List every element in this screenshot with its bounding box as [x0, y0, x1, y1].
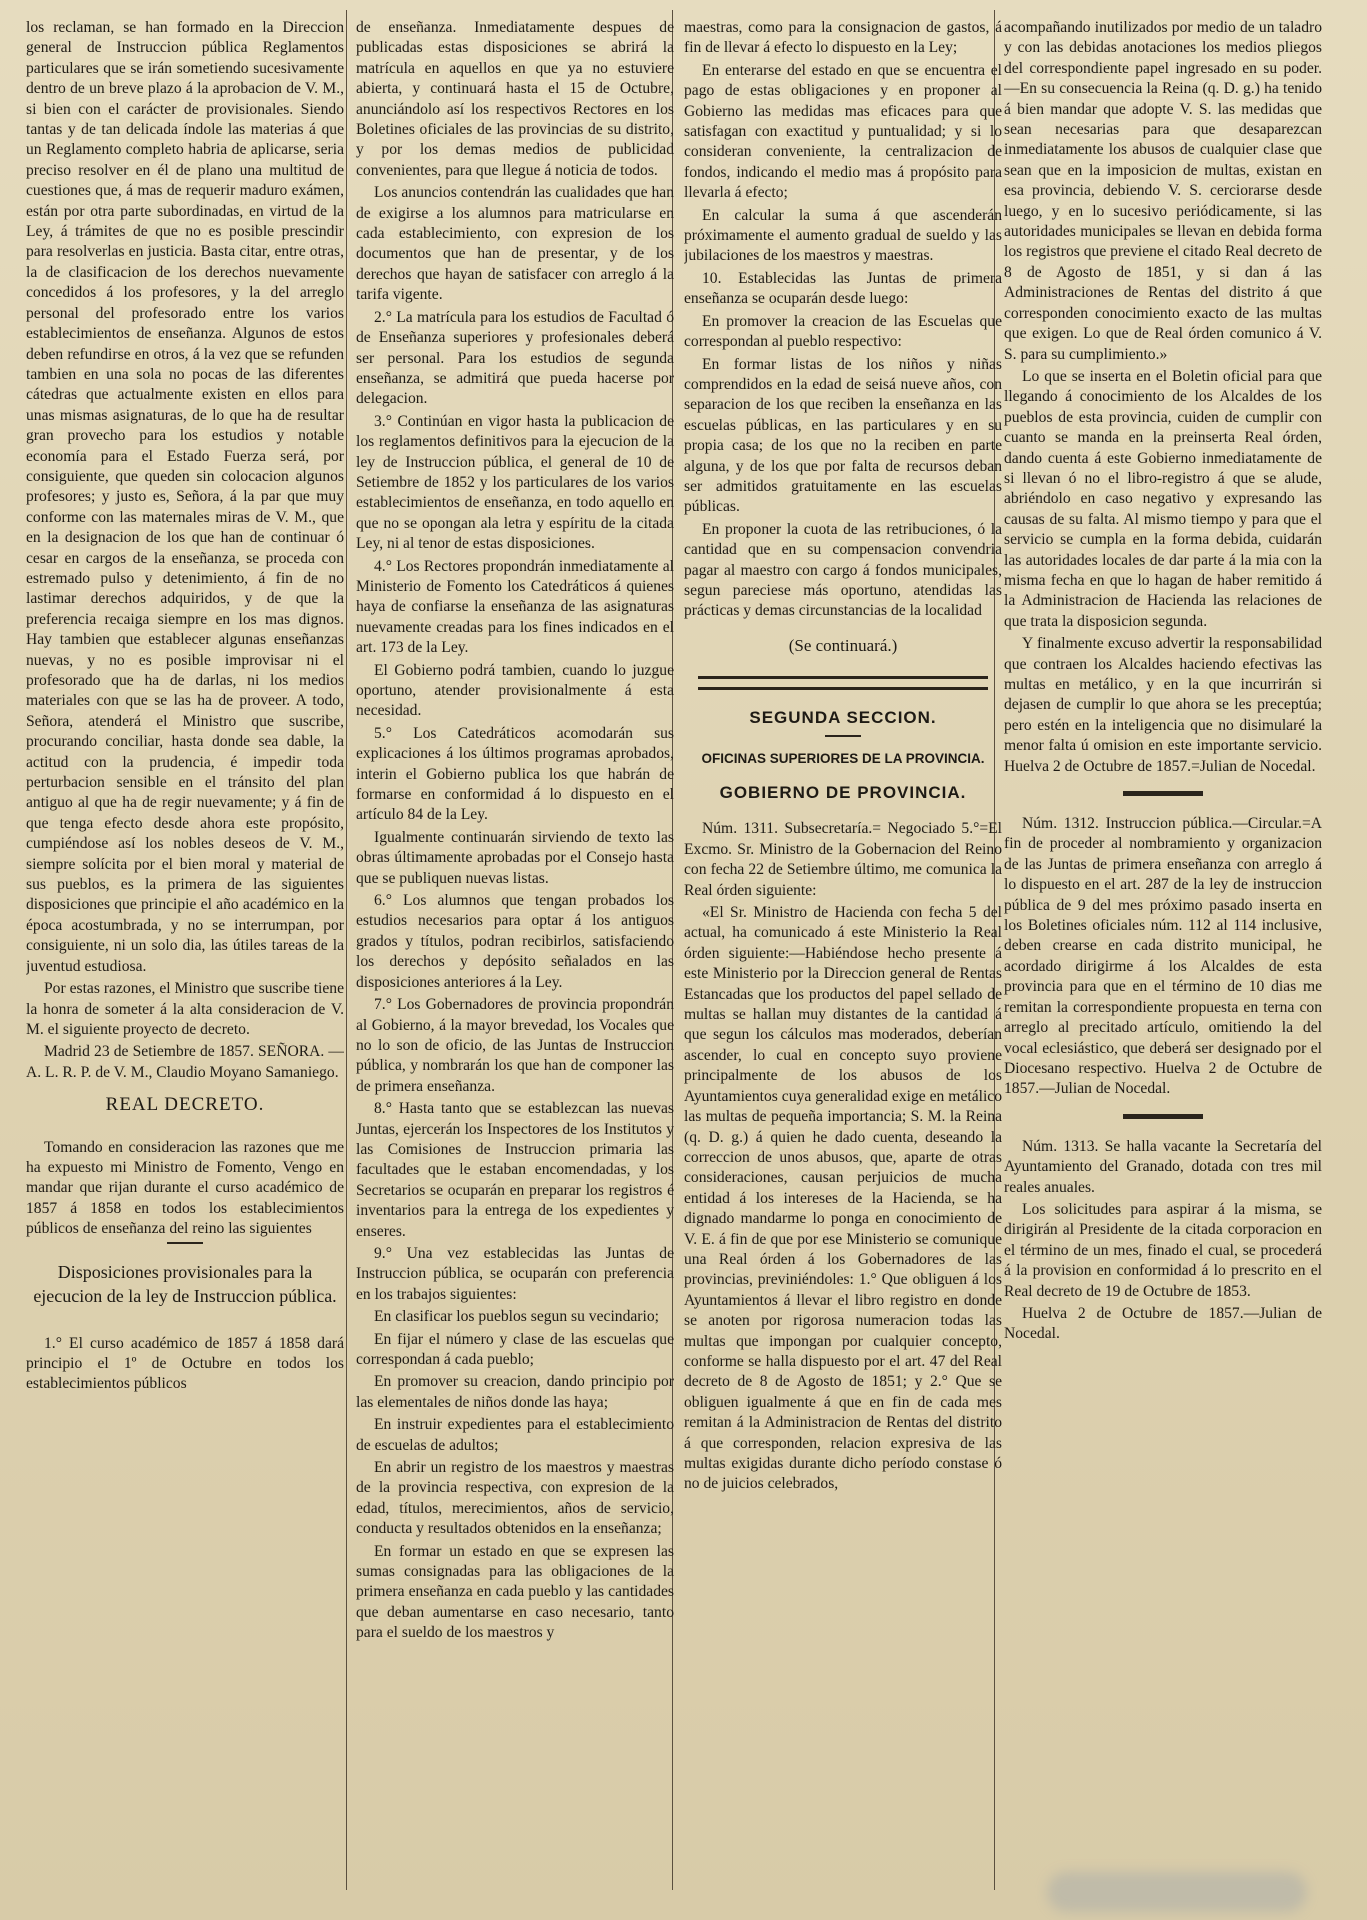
paragraph: Lo que se inserta en el Boletin oficial para que llegando á conocimiento de los Alcaldes de los pueblos de esta provincia, cuiden de cumplir con cuanto se manda en la preinserta Real órden, dando cuenta á este Gobierno inmediatamente de si llevan ó no el libro-registro á que se alude, abriéndolo en caso negativo y expresando las causas de su falta. Al mismo tiempo y para que el servicio se cumpla en la forma debida, cuidarán las autoridades locales de dar parte á la mia con la misma fecha en que lo hagan de haber remitido á la Administracion de Hacienda las relaciones de que trata la disposicion segunda. [1004, 367, 1322, 630]
list-item: En clasificar los pueblos segun su vecindario; [374, 1308, 659, 1326]
article: 6.° Los alumnos que tengan probados los estudios necesarios para optar á los antiguos grados y títulos, podran recibirlos, satisfaciendo los derechos y depósito señalados en las disposiciones anteriores á la Ley. [356, 892, 674, 991]
paragraph: los reclaman, se han formado en la Direccion general de Instruccion pública Reglamentos particulares que se irán sometiendo sucesivamente dentro de un breve plazo á la aprobacion de V. M., si bien con el carácter de provisionales. Siendo tantas y de tan delicada índole las materias á que un Reglamento completo habria de aplicarse, seria preciso resolver en él de plano una multitud de cuestiones que, á mas de requerir maduro exámen, están por otra parte subordinadas, en virtud de la Ley, á trámites de que no es posible prescindir para resolverlas en justicia. Basta citar, entre otras, la de clasificacion de los derechos nuevamente concedidos á los profesores, y la del arreglo personal del profesorado entre los varios establecimientos de enseñanza. Algunos de estos deben refundirse en otros, á la vez que se refunden tambien en una sola no pocas de las diferentes cátedras que actualmente existen en ellos para unas mismas asignaturas, de lo que ha de resultar gran provecho para los estudios y notable economía para el Estado Fuerza será, por consiguiente, que queden sin colocacion algunos profesores; y justo es, Señora, á la par que muy conforme con las maternales miras de V. M., que en la designacion de los que han de continuar ó cesar en cargos de la enseñanza, se proceda con estremado pulso y detenimiento, á fin de no lastimar derechos adquiridos, y de que la preferencia recaiga siempre en los mas dignos. Hay tambien que establecer algunas enseñanzas nuevas, y no es posible improvisar ni el profesorado que ha de darlas, ni los medios materiales con que se las ha de proveer. A todo, Señora, atenderá el Ministro que suscribe, procurando conciliar, hasta donde sea dable, la actitud con la prudencia, é impedir toda perturbacion sensible en el tránsito del plan antiguo al que ha de regir nuevamente; y á fin de que tenga efecto desde ahora este propósito, cumpiéndose así los nobles deseos de V. M., siempre solícita por el bien moral y material de sus pueblos, es la primera de las siguientes disposiciones que principie el año académico en la época acostumbrada, y no se interrumpan, por consiguiente, ni un solo dia, las útiles tareas de la juventud estudiosa. [26, 19, 344, 975]
article: 5.° Los Catedráticos acomodarán sus explicaciones á los últimos programas aprobados, interin el Gobierno publica los que habrán de formarse en conformidad á lo dispuesto en el artículo 84 de la Ley. [356, 724, 674, 824]
list-item: En enterarse del estado en que se encuentra el pago de estas obligaciones y en proponer al Gobierno las medidas mas eficaces para que satisfagan con exactitud y puntualidad; y si lo consideran conveniente, la centralizacion de fondos, indicando el medio mas á propósito para llevarla á efecto; [684, 61, 1002, 202]
column-1 [26, 18, 344, 1908]
article: 3.° Continúan en vigor hasta la publicacion de los reglamentos definitivos para la ejecucion de la ley de Instruccion pública, el general de 10 de Setiembre de 1852 y los particulares de los varios establecimientos de enseñanza, en todo aquello en que no se opongan ala letra y espíritu de la citada Ley, ni al tenor de estas disposiciones. [356, 412, 674, 553]
list-item: En abrir un registro de los maestros y maestras de la provincia respectiva, con expresion de la edad, títulos, merecimientos, años de servicio, conducta y resultados obtenidos en la enseñanza; [356, 1459, 674, 1538]
divider [825, 735, 861, 737]
paragraph: El Gobierno podrá tambien, cuando lo juzgue oportuno, atender provisionalmente á esta necesidad. [356, 661, 674, 720]
divider [1123, 1114, 1203, 1119]
list-item: En fijar el número y clase de las escuelas que correspondan á cada pueblo; [356, 1330, 674, 1368]
government-title: GOBIERNO DE PROVINCIA. [719, 783, 967, 802]
continuation-note: (Se continuará.) [788, 635, 898, 655]
divider [1123, 791, 1203, 796]
paragraph: Igualmente continuarán sirviendo de texto las obras últimamente aprobadas por el Consejo hasta que se publiquen nuevas listas. [356, 828, 674, 887]
column-rule [346, 10, 347, 1890]
archive-stamp-smudge [1047, 1872, 1307, 1912]
paragraph: Tomando en consideracion las razones que me ha expuesto mi Ministro de Fomento, Vengo en mandar que rijan durante el curso académico de 1857 á 1858 en todos los establecimientos públicos de enseñanza del reino las siguientes [26, 1138, 344, 1238]
notice-1313: Núm. 1313. Se halla vacante la Secretaría del Ayuntamiento del Granado, dotada con tres mil reales anuales. [1004, 1137, 1322, 1196]
list-item: En formar un estado en que se expresen las sumas consignadas para las obligaciones de la primera enseñanza en cada pueblo y las cantidades que deban aumentarse en caso necesario, tanto para el sueldo de los maestros y [356, 1542, 674, 1642]
divider [698, 676, 988, 690]
paragraph: Los anuncios contendrán las cualidades que han de exigirse a los alumnos para matricularse en cada establecimiento, con expresion de los documentos que han de presentar, y de los derechos que hayan de satisfacer con arreglo á la tarifa vigente. [356, 184, 674, 304]
signature: Madrid 23 de Setiembre de 1857. SEÑORA. — A. L. R. P. de V. M., Claudio Moyano Samaniego. [26, 1043, 344, 1081]
paragraph: de enseñanza. Inmediatamente despues de publicadas estas disposiciones se abrirá la matrícula en aquellos en que ya no estuviere abierta, y continuará hasta el 15 de Octubre, anunciándolo así los respectivos Rectores en los Boletines oficiales de las provincias de su distrito, y por los demas medios de publicidad convenientes, para que llegue á noticia de todos. [356, 19, 674, 179]
notice-1312: Núm. 1312. Instruccion pública.—Circular.=A fin de proceder al nombramiento y organizacion de las Juntas de primera enseñanza con arreglo á lo dispuesto en el art. 287 de la ley de instruccion pública de 9 del mes próximo pasado inserta en los Boletines oficiales núm. 112 al 114 inclusive, deben crearse en cada distrito municipal, he acordado dirigirme á los Alcaldes de esta provincia para que en el término de 10 dias me remitan la correspondiente propuesta en terna con arreglo al precitado artículo, omitiendo la del vocal eclesiástico, que deberá ser designado por el Diocesano respectivo. Huelva 2 de Octubre de 1857.—Julian de Nocedal. [1004, 815, 1322, 1098]
column-3 [684, 18, 1002, 1908]
column-2 [356, 18, 674, 1908]
article: 7.° Los Gobernadores de provincia propondrán al Gobierno, á la mayor brevedad, los Vocales que no lo son de oficio, de las Juntas de Instruccion pública, y nombrarán los que han de componer las de primera enseñanza. [356, 996, 674, 1095]
royal-order: «El Sr. Ministro de Hacienda con fecha 5 del actual, ha comunicado á este Ministerio la Real órden siguiente:—Habiéndose hecho presente á este Ministerio por la Direccion general de Rentas Estancadas que los productos del papel sellado de multas se hallan muy distantes de la cantidad á que segun los cálculos mas moderados, deberían ascender, lo cual en concepto suyo proviene principalmente de los abusos de los Ayuntamientos cuya generalidad exige en metálico las multas de pequeña importancia; S. M. la Reina (q. D. g.) á quien he dado cuenta, deseando la correccion de unos abusos, que, aparte de otras consideraciones, causan perjuicios de mucha entidad á los intereses de la Hacienda, se ha dignado mandarme lo ponga en conocimiento de V. E. á fin de que por ese Ministerio se comunique una Real órden á los Gobernadores de las provincias, previniéndoles: 1.° Que obliguen á los Ayuntamientos á llevar el libro registro en donde se anoten por rigorosa numeracion todas las multas que impongan por cualquier concepto, conforme se halla dispuesto por el art. 47 del Real decreto de 8 de Agosto de 1851; y 2.° Que se obliguen igualmente á que en fin de cada mes remitan á la Administracion de Rentas del distrito á que corresponden, relacion expresiva de las multas exigidas durante dicho período constase ó no de juicios celebrados, [684, 904, 1002, 1493]
list-item: maestras, como para la consignacion de gastos, á fin de llevar á efecto lo dispuesto en la Ley; [684, 19, 1002, 57]
section-title: SEGUNDA SECCION. [749, 708, 937, 728]
divider [167, 1242, 203, 1244]
article: 4.° Los Rectores propondrán inmediatamente al Ministerio de Fomento los Catedráticos á quienes haya de confiarse la enseñanza de las asignaturas nuevamente creadas para los fines indicados en el art. 173 de la Ley. [356, 557, 674, 657]
list-item: En calcular la suma á que ascenderán próximamente el aumento gradual de sueldo y las jubilaciones de los maestros y maestras. [684, 206, 1002, 265]
list-item: En proponer la cuota de las retribuciones, ó la cantidad que en su compensacion convendria pagar al maestro con cargo á fondos municipales, segun pareciese más oportuno, atendidas las prácticas y demas circunstancias de la localidad [684, 520, 1002, 620]
list-item: En promover su creacion, dando principio por las elementales de niños donde las haya; [356, 1373, 674, 1411]
notice-1311: Núm. 1311. Subsecretaría.= Negociado 5.°=El Excmo. Sr. Ministro de la Gobernacion del Reino con fecha 22 de Setiembre último, me comunica la Real órden siguiente: [684, 820, 1002, 899]
decree-heading: REAL DECRETO. [105, 1094, 265, 1116]
paragraph: acompañando inutilizados por medio de un taladro y con las debidas anotaciones los medios pliegos del correspondiente papel ingresado en su poder.—En su consecuencia la Reina (q. D. g.) ha tenido á bien mandar que adopte V. S. las medidas que sean necesarias para que desaparezcan inmediatamente los abusos de cualquier clase que sean que en la imposicion de multas, existan en esa provincia, debiendo V. S. cerciorarse desde luego, y en lo sucesivo periódicamente, si las autoridades municipales se llevan en debida forma los registros que previene el citado Real decreto de 8 de Agosto de 1851, y si dan á las Administraciones de Rentas del distrito á que corresponden conocimiento exacto de las multas que exigen. Lo que de Real órden comunico á V. S. para su cumplimiento.» [1004, 19, 1322, 363]
list-item: En formar listas de los niños y niñas comprendidos en la edad de seisá nueve años, con separacion de los que reciben la enseñanza en las escuelas públicas, en las particulares y en su propia casa; de los que no la reciben en parte alguna, y de los que por falta de recursos deban ser admitidos gratuitamente en las escuelas públicas. [684, 355, 1002, 516]
article: 9.° Una vez establecidas las Juntas de Instruccion pública, se ocuparán con preferencia en los trabajos siguientes: [356, 1244, 674, 1303]
column-4 [1004, 18, 1322, 1908]
paragraph: Los solicitudes para aspirar á la misma, se dirigirán al Presidente de la citada corporacion en el término de un mes, finado el cual, se procederá á la provision en conformidad á lo prescrito en el Real decreto de 19 de Octubre de 1853. [1004, 1200, 1322, 1300]
dispositions-heading: Disposiciones provisionales para la ejecucion de la ley de Instruccion pública. [33, 1261, 337, 1306]
article: 1.° El curso académico de 1857 á 1858 dará principio el 1º de Octubre en todos los establecimientos públicos [26, 1334, 344, 1393]
list-item: En promover la creacion de las Escuelas que correspondan al pueblo respectivo: [684, 312, 1002, 351]
paragraph: Por estas razones, el Ministro que suscribe tiene la honra de someter á la alta consideracion de V. M. el siguiente proyecto de decreto. [26, 980, 344, 1038]
article: 10. Establecidas las Juntas de primera enseñanza se ocuparán desde luego: [684, 269, 1002, 308]
paragraph: Y finalmente excuso advertir la responsabilidad que contraen los Alcaldes haciendo efectivas las multas en metálico, y en la que incurrirán si dejasen de cumplir lo que ahora se les preceptúa; pero estén en la inteligencia que no disimularé la menor falta ú omision en este importante servicio. Huelva 2 de Octubre de 1857.=Julian de Nocedal. [1004, 635, 1322, 775]
signature: Huelva 2 de Octubre de 1857.—Julian de Nocedal. [1004, 1304, 1322, 1343]
article: 2.° La matrícula para los estudios de Facultad ó de Enseñanza superiores y profesionales deberá ser personal. Para los estudios de segunda enseñanza, se admitirá que pueda hacerse por delegacion. [356, 308, 674, 408]
office-title: OFICINAS SUPERIORES DE LA PROVINCIA. [701, 750, 985, 766]
article: 8.° Hasta tanto que se establezcan las nuevas Juntas, ejercerán los Inspectores de los Institutos y las Comisiones de Instruccion primaria las facultades que le estaban encomendadas, y los Secretarios se ocuparán en preparar los registros é inventarios para la entrega de los expedientes y enseres. [356, 1100, 674, 1240]
list-item: En instruir expedientes para el establecimiento de escuelas de adultos; [356, 1416, 674, 1454]
